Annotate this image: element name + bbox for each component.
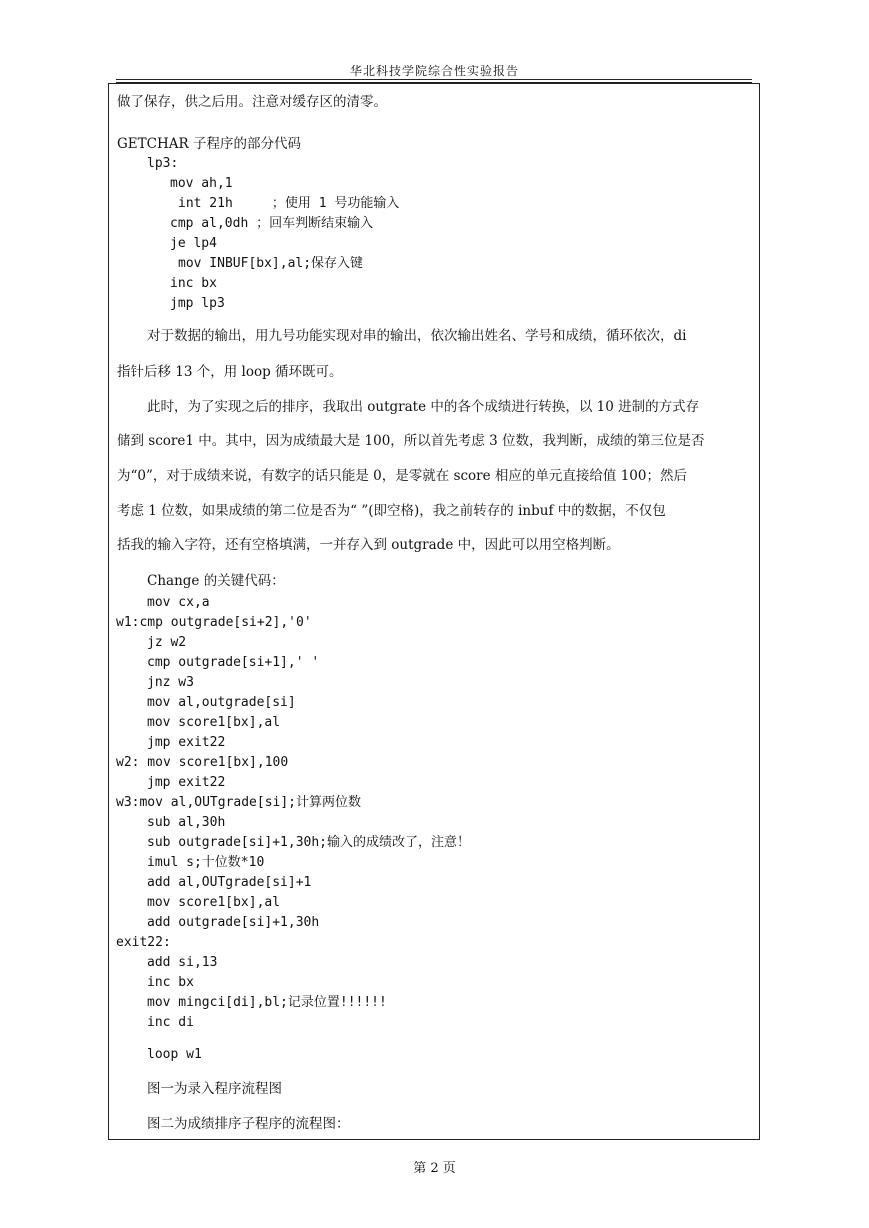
code-line: w1:cmp outgrade[si+2],'0' (116, 615, 312, 630)
code-line: jmp lp3 (170, 296, 225, 311)
text-line: 图一为录入程序流程图 (147, 1081, 282, 1097)
text-line: GETCHAR 子程序的部分代码 (117, 136, 301, 152)
code-line: imul s;十位数*10 (147, 855, 265, 870)
code-line: jz w2 (147, 635, 187, 650)
text-line: 储到 score1 中。其中，因为成绩最大是 100，所以首先考虑 3 位数，我判断，成绩的第三位是否 (117, 433, 705, 449)
code-line: loop w1 (147, 1047, 202, 1062)
code-line: lp3: (147, 156, 179, 171)
text-line: 括我的输入字符，还有空格填满，一并存入到 outgrade 中，因此可以用空格判断。 (117, 537, 620, 553)
code-line: mov score1[bx],al (147, 895, 281, 910)
code-line: sub al,30h (147, 815, 226, 830)
code-line: jmp exit22 (147, 735, 226, 750)
text-line: 为“0”，对于成绩来说，有数字的话只能是 0，是零就在 score 相应的单元直接给值 100；然后 (117, 468, 687, 484)
code-line: je lp4 (170, 236, 217, 251)
code-line: add al,OUTgrade[si]+1 (147, 875, 312, 890)
code-line: mov ah,1 (170, 176, 233, 191)
text-line: 图二为成绩排序子程序的流程图： (147, 1116, 350, 1132)
header-rule-top (116, 79, 752, 80)
code-line: int 21h ；使用 1 号功能输入 (178, 196, 400, 211)
code-line: sub outgrade[si]+1,30h;输入的成绩改了，注意！ (147, 835, 471, 850)
code-line: mov INBUF[bx],al;保存入键 (178, 256, 364, 271)
code-line: inc bx (147, 975, 194, 990)
code-line: add si,13 (147, 955, 218, 970)
text-line: 此时，为了实现之后的排序，我取出 outgrate 中的各个成绩进行转换，以 10 进制的方式存 (147, 399, 700, 415)
text-line: 做了保存，供之后用。注意对缓存区的清零。 (117, 94, 387, 110)
code-line: mov al,outgrade[si] (147, 695, 296, 710)
code-line: mov mingci[di],bl;记录位置!!!!!! (147, 995, 387, 1010)
code-line: inc bx (170, 276, 217, 291)
code-line: jmp exit22 (147, 775, 226, 790)
code-line: add outgrade[si]+1,30h (147, 915, 320, 930)
code-line: mov score1[bx],al (147, 715, 281, 730)
code-line: cmp al,0dh ；回车判断结束输入 (170, 216, 374, 231)
code-line: jnz w3 (147, 675, 194, 690)
text-line: 对于数据的输出，用九号功能实现对串的输出，依次输出姓名、学号和成绩，循环依次，di (147, 328, 687, 344)
code-line: cmp outgrade[si+1],' ' (147, 655, 320, 670)
code-line: mov cx,a (147, 595, 210, 610)
code-line: inc di (147, 1015, 194, 1030)
text-line: 考虑 1 位数，如果成绩的第二位是否为“ ”(即空格)，我之前转存的 inbuf 中的数据，不仅包 (117, 503, 666, 519)
text-line: Change 的关键代码： (147, 573, 285, 589)
text-line: 指针后移 13 个，用 loop 循环既可。 (117, 364, 343, 380)
code-line: w3:mov al,OUTgrade[si];计算两位数 (116, 795, 362, 810)
report-header-title: 华北科技学院综合性实验报告 (349, 64, 519, 78)
page-number: 第 2 页 (413, 1161, 456, 1176)
code-line: w2: mov score1[bx],100 (116, 755, 289, 770)
code-line: exit22: (116, 935, 171, 950)
